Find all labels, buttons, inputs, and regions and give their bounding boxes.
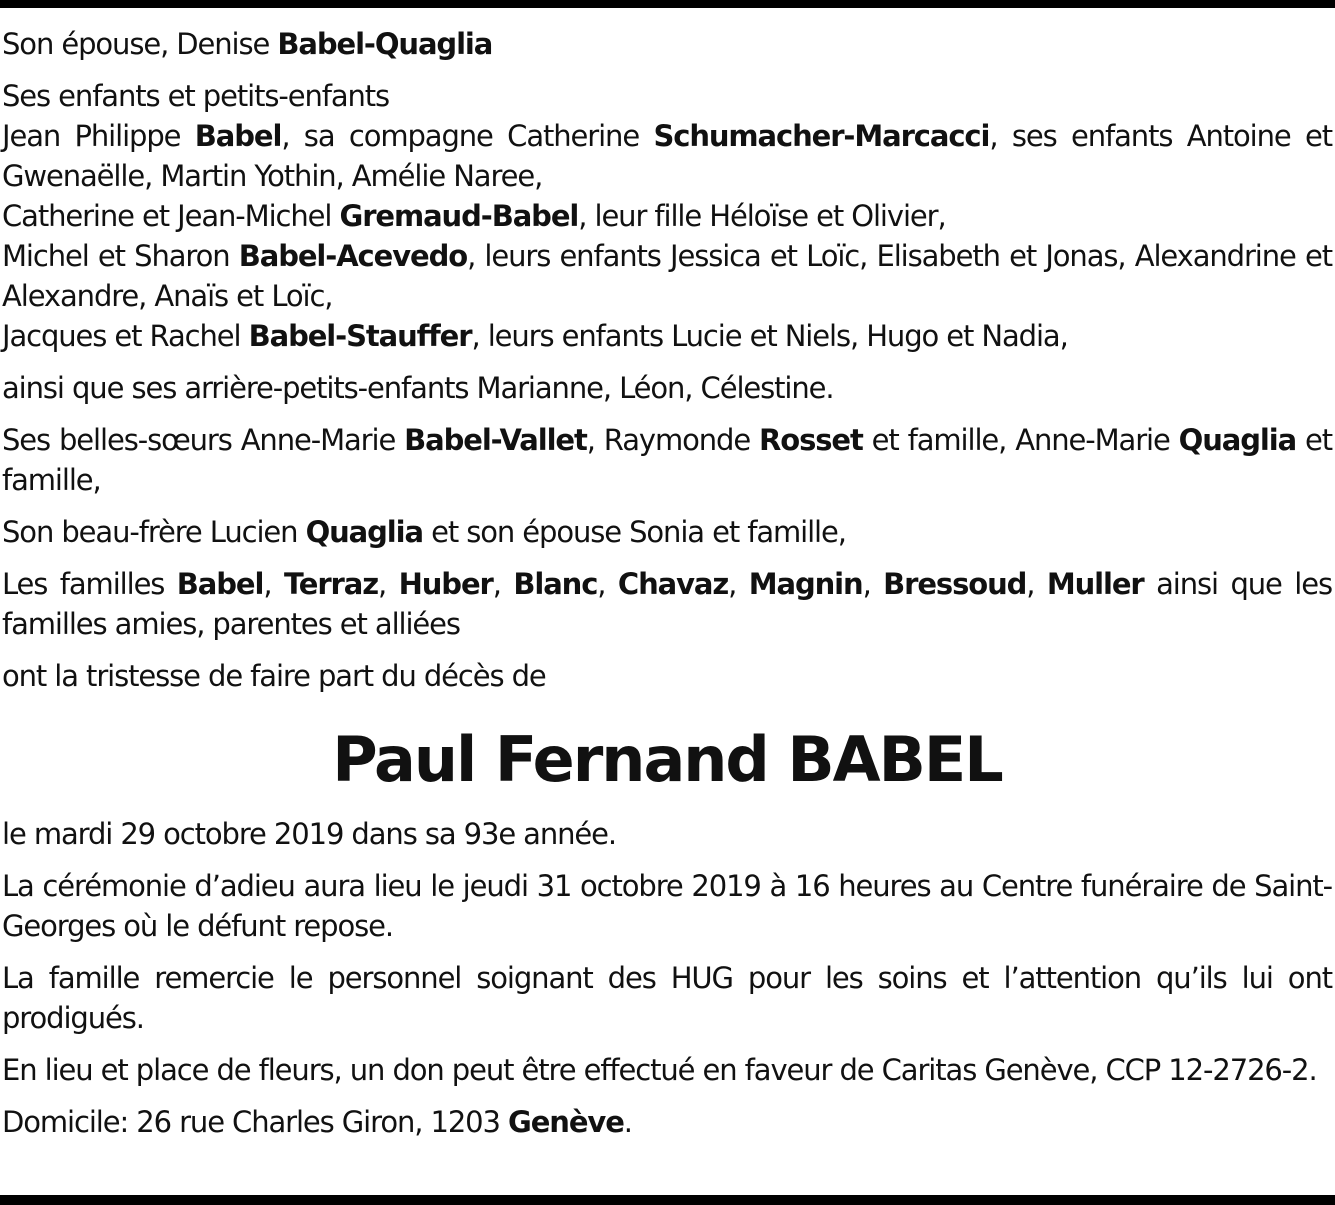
child-text: , leurs enfants Lucie et Niels, Hugo et Nadia, bbox=[471, 319, 1068, 353]
families-line bbox=[2, 564, 1332, 644]
text: Domicile: 26 rue Charles Giron, 1203 bbox=[2, 1105, 508, 1139]
child-text: , leurs enfants Jessica et Loïc, Elisabeth et Jonas, Alexandrine et Alexandre, Anaïs et Loïc, bbox=[2, 239, 1332, 313]
text: ainsi que les familles amies, parentes et alliées bbox=[2, 567, 1332, 641]
child-line-1 bbox=[2, 116, 1332, 196]
child-family-name: Babel-Acevedo bbox=[238, 239, 468, 273]
child-text: Jacques et Rachel bbox=[2, 319, 249, 353]
child-family-name: Babel-Stauffer bbox=[248, 319, 472, 353]
child-text: , ses enfants Antoine et Gwenaëlle, Martin Yothin, Amélie Naree, bbox=[2, 119, 1332, 193]
child-text: Catherine et Jean-Michel bbox=[2, 199, 340, 233]
child-text: Michel et Sharon bbox=[2, 239, 239, 273]
family-name: Babel bbox=[176, 567, 264, 601]
announcement-line: ont la tristesse de faire part du décès de bbox=[2, 659, 546, 693]
family-name: Quaglia bbox=[1178, 423, 1297, 457]
text: et famille, Anne-Marie bbox=[862, 423, 1179, 457]
donation-paragraph: En lieu et place de fleurs, un don peut être effectué en faveur de Caritas Genève, CCP 12-2726-2. bbox=[2, 1053, 1317, 1087]
children-block bbox=[2, 76, 1332, 356]
text: et son épouse Sonia et famille, bbox=[422, 515, 846, 549]
deceased-name: Paul Fernand BABEL bbox=[332, 723, 1002, 796]
text: , Raymonde bbox=[586, 423, 760, 457]
child-line-2 bbox=[2, 196, 1332, 236]
separator: , bbox=[728, 567, 749, 601]
brother-in-law-line bbox=[2, 512, 1332, 552]
child-text: , sa compagne Catherine bbox=[281, 119, 654, 153]
separator: , bbox=[492, 567, 514, 601]
child-family-name: Schumacher-Marcacci bbox=[653, 119, 990, 153]
family-name: Blanc bbox=[513, 567, 598, 601]
child-line-4 bbox=[2, 316, 1332, 356]
death-date-line: le mardi 29 octobre 2019 dans sa 93e année. bbox=[2, 817, 617, 851]
spouse-name: Babel-Quaglia bbox=[277, 27, 493, 61]
text: Ses belles-sœurs Anne-Marie bbox=[2, 423, 405, 457]
sisters-in-law-line bbox=[2, 420, 1332, 500]
city-name: Genève bbox=[508, 1105, 624, 1139]
family-name: Terraz bbox=[283, 567, 378, 601]
text: . bbox=[623, 1105, 632, 1139]
family-name: Magnin bbox=[748, 567, 863, 601]
separator: , bbox=[263, 567, 284, 601]
thanks-paragraph: La famille remercie le personnel soignant des HUG pour les soins et l’attention qu’ils lui ont prodigués. bbox=[2, 961, 1332, 1035]
text: et famille, bbox=[2, 423, 1332, 497]
ceremony-paragraph: La cérémonie d’adieu aura lieu le jeudi 31 octobre 2019 à 16 heures au Centre funéraire de Saint-Georges où le défunt repose. bbox=[2, 869, 1332, 943]
text: Les familles bbox=[2, 567, 177, 601]
child-family-name: Babel bbox=[194, 119, 282, 153]
child-text: , leur fille Héloïse et Olivier, bbox=[578, 199, 946, 233]
child-line-3 bbox=[2, 236, 1332, 316]
family-name: Chavaz bbox=[617, 567, 729, 601]
child-family-name: Gremaud-Babel bbox=[339, 199, 579, 233]
separator: , bbox=[597, 567, 618, 601]
spouse-text: Son épouse, Denise bbox=[2, 27, 278, 61]
separator: , bbox=[378, 567, 399, 601]
spouse-line bbox=[2, 24, 1332, 64]
family-name: Quaglia bbox=[305, 515, 423, 549]
notice-body bbox=[2, 24, 1332, 1154]
child-text: Jean Philippe bbox=[2, 119, 195, 153]
separator: , bbox=[1026, 567, 1047, 601]
text: Son beau-frère Lucien bbox=[2, 515, 306, 549]
family-name: Bressoud bbox=[883, 567, 1027, 601]
top-rule bbox=[0, 0, 1335, 8]
family-name: Muller bbox=[1046, 567, 1144, 601]
family-name: Babel-Vallet bbox=[404, 423, 587, 457]
domicile-line bbox=[2, 1102, 1332, 1142]
family-name: Rosset bbox=[759, 423, 863, 457]
children-heading: Ses enfants et petits-enfants bbox=[2, 79, 390, 113]
bottom-rule bbox=[0, 1195, 1335, 1205]
separator: , bbox=[862, 567, 884, 601]
great-grandchildren-line: ainsi que ses arrière-petits-enfants Marianne, Léon, Célestine. bbox=[2, 371, 834, 405]
family-name: Huber bbox=[398, 567, 493, 601]
